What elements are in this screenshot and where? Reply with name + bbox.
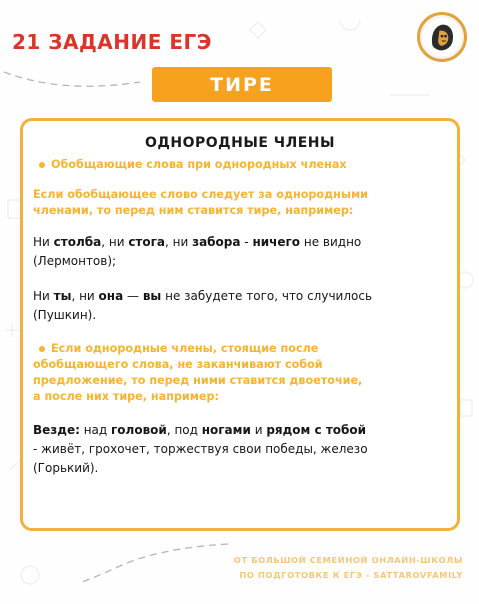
topic-badge: ТИРЕ	[152, 67, 332, 102]
example2-line1: Ни ты, ни она — вы не забудете того, что случилось	[33, 289, 373, 303]
footer-credit	[234, 553, 463, 583]
example1-line2: (Лермонтов);	[33, 254, 117, 268]
lion-logo-icon	[417, 12, 467, 62]
example3-line2: - живёт, грохочет, торжествуя свои победы, железо	[33, 442, 368, 456]
rule2-line1: Если однородные члены, стоящие после	[33, 341, 447, 357]
decorative-dashed-line	[80, 540, 230, 585]
rule2-line2: обобщающего слова, не заканчивают собой	[33, 358, 323, 371]
rule2-line3: предложение, то перед ними ставится двоеточие,	[33, 374, 363, 387]
rule-card	[20, 118, 460, 531]
footer-line2: ПО ПОДГОТОВКЕ К ЕГЭ - SATTAROVFAMILY	[239, 570, 463, 580]
card-title: ОДНОРОДНЫЕ ЧЛЕНЫ	[144, 135, 335, 151]
example2-line2: (Пушкин).	[33, 308, 97, 322]
rule1-line2: членами, то перед ним ставится тире, например:	[33, 204, 354, 217]
example1-line1: Ни столба, ни стога, ни забора - ничего не видно	[33, 235, 362, 249]
footer-line1: ОТ БОЛЬШОЙ СЕМЕЙНОЙ ОНЛАЙН-ШКОЛЫ	[233, 555, 463, 565]
decorative-dashed-line	[2, 68, 142, 92]
page-title: 21 ЗАДАНИЕ ЕГЭ	[12, 30, 212, 54]
rule1-line1: Если обобщающее слово следует за однородными	[33, 188, 368, 201]
example3-line3: (Горький).	[33, 461, 99, 475]
bullet-dot-icon	[39, 162, 45, 168]
bullet-dot-icon	[39, 346, 45, 352]
rule1-heading: Обобщающие слова при однородных членах	[33, 157, 447, 173]
example3-line1: Везде: над головой, под ногами и рядом с тобой	[33, 423, 367, 437]
rule2-line4: а после них тире, например:	[33, 390, 219, 403]
